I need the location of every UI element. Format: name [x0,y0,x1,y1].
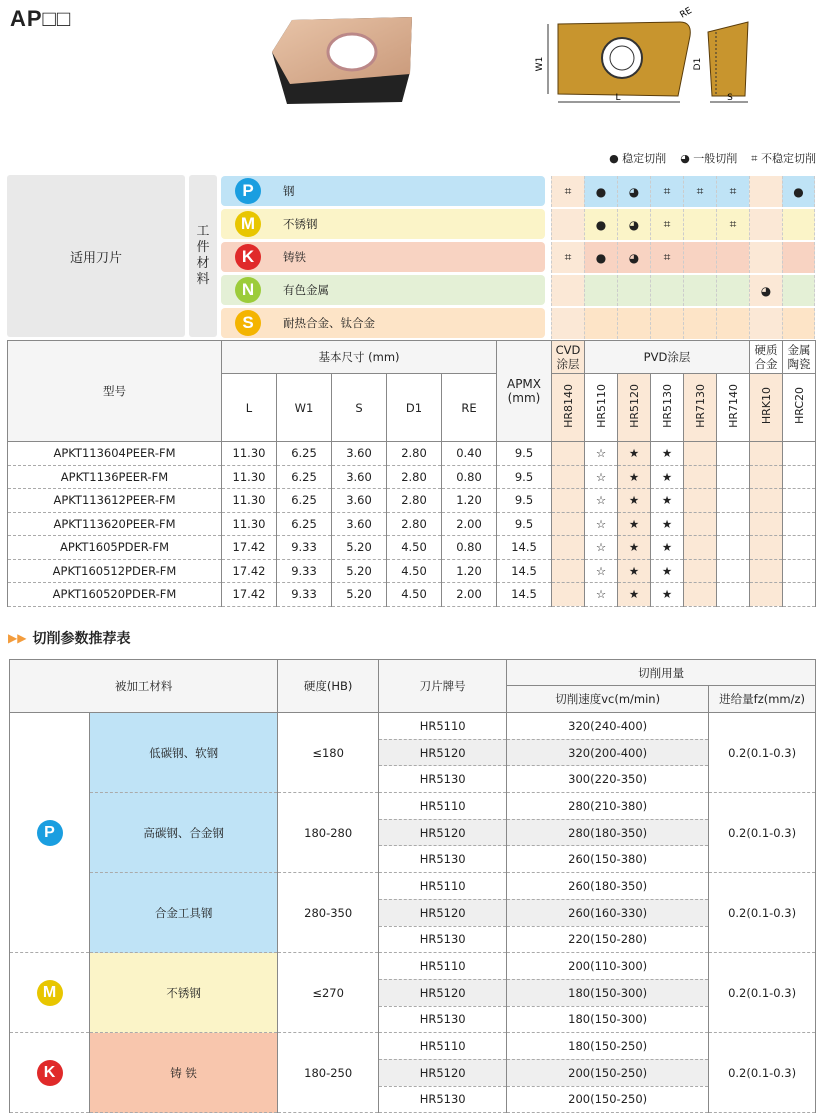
grade-header [783,374,816,442]
material-cell: 不锈钢 [90,953,278,1033]
grade-cell [750,536,783,560]
grade-cell: ★ [651,442,684,466]
value-cell: 2.80 [387,512,442,536]
material-M-icon: M [235,211,261,237]
model-cell: APKT113612PEER-FM [8,489,222,513]
material-N-icon: N [235,277,261,303]
table-row [10,1033,816,1060]
mark-cell [683,242,716,273]
value-cell: 2.80 [387,442,442,466]
feed-cell: 0.2(0.1-0.3) [709,1033,816,1113]
value-cell: 9.5 [497,465,552,489]
speed-cell: 200(150-250) [507,1059,709,1086]
d1-label: D1 [693,57,703,71]
material-S-icon: S [235,310,261,336]
mark-cell [584,275,617,306]
material-K-icon: K [235,244,261,270]
dim-header: W1 [277,374,332,442]
legend-general: ◕ 一般切削 [680,152,738,165]
value-cell: 3.60 [332,465,387,489]
value-cell: 11.30 [222,512,277,536]
grade-cell: ☆ [585,583,618,607]
grade-cell [552,559,585,583]
grade-cell [552,442,585,466]
page-title: AP□□ [10,6,72,31]
value-cell: 11.30 [222,442,277,466]
grade-cell: HR5110 [379,953,507,980]
grade-cell [717,465,750,489]
speed-cell: 180(150-250) [507,1033,709,1060]
material-M-icon: M [37,980,63,1006]
grade-cell: HR5110 [379,873,507,900]
value-cell: 17.42 [222,559,277,583]
group-cell [10,1033,90,1113]
dim-header: RE [442,374,497,442]
section-title-text: 切削参数推荐表 [32,631,131,647]
grade-cell: ★ [618,465,651,489]
table-row [8,583,816,607]
value-cell: 0.40 [442,442,497,466]
material-P-icon: P [37,820,63,846]
grade-label: HRC20 [792,387,806,425]
speed-cell: 320(200-400) [507,739,709,766]
material-name: 有色金属 [283,283,329,297]
mark-cell: ● [584,242,617,273]
dim-header: L [222,374,277,442]
grade-cell: HR5120 [379,1059,507,1086]
grade-cell [684,583,717,607]
hardness-cell: 180-280 [278,793,379,873]
grade-cell [783,489,816,513]
hardness-cell: ≤270 [278,953,379,1033]
grade-cell [552,583,585,607]
grade-header [618,374,651,442]
value-cell: 14.5 [497,583,552,607]
grade-cell [717,512,750,536]
h-feed: 进给量fz(mm/z) [709,686,816,713]
value-cell: 6.25 [277,489,332,513]
carbide-header: 硬质 合金 [750,341,783,374]
grade-cell: ☆ [585,465,618,489]
value-cell: 3.60 [332,512,387,536]
mark-cell [716,308,749,339]
grade-label: HRK10 [759,387,773,425]
grade-cell [750,465,783,489]
grade-cell [750,583,783,607]
material-name: 钢 [283,184,295,198]
grade-cell [750,559,783,583]
table-row [8,489,816,513]
grade-cell: HR5120 [379,819,507,846]
value-cell: 6.25 [277,442,332,466]
re-label: RE [678,5,694,21]
value-cell: 2.80 [387,489,442,513]
grade-cell [717,442,750,466]
apply-label: 适用刀片 [7,175,185,337]
mark-cell [782,209,815,240]
grade-cell: ★ [651,465,684,489]
grade-cell [684,442,717,466]
value-cell: 6.25 [277,465,332,489]
value-cell: 1.20 [442,559,497,583]
dim-header: S [332,374,387,442]
hardness-cell: 280-350 [278,873,379,953]
mark-cell: ⌗ [650,209,683,240]
grade-cell: HR5110 [379,793,507,820]
mark-cell [617,308,650,339]
grade-cell: ★ [618,583,651,607]
grade-cell: HR5120 [379,899,507,926]
value-cell: 5.20 [332,583,387,607]
legend-stable: ● 稳定切削 [609,152,667,165]
grade-label: HR7140 [726,384,740,428]
model-cell: APKT160512PDER-FM [8,559,222,583]
feed-cell: 0.2(0.1-0.3) [709,793,816,873]
grade-cell [552,465,585,489]
grade-cell: ★ [651,489,684,513]
grade-label: HR5120 [627,384,641,428]
mark-cell [782,308,815,339]
h-speed: 切削速度vc(m/min) [507,686,709,713]
material-bar-N [221,275,545,305]
mark-cell [749,209,782,240]
grade-label: HR8140 [561,384,575,428]
material-bar-M [221,209,545,239]
grade-label: HR7130 [693,384,707,428]
grade-cell: ★ [618,559,651,583]
grade-cell: ★ [651,559,684,583]
insert-table [7,340,816,607]
material-bar-S [221,308,545,338]
grade-cell [750,512,783,536]
insert-photo [262,12,422,107]
speed-cell: 280(180-350) [507,819,709,846]
grade-cell [684,512,717,536]
material-cell: 铸 铁 [90,1033,278,1113]
mark-cell [749,176,782,207]
grade-cell [783,442,816,466]
mark-cell: ⌗ [716,209,749,240]
legend [609,150,816,166]
h-hardness: 硬度(HB) [278,660,379,713]
value-cell: 9.5 [497,512,552,536]
mark-cell [716,275,749,306]
grade-cell: HR5120 [379,739,507,766]
table-row [8,512,816,536]
value-cell: 2.80 [387,465,442,489]
speed-cell: 200(150-250) [507,1086,709,1113]
grade-cell: HR5130 [379,766,507,793]
mark-cell [551,209,584,240]
grade-label: HR5110 [594,384,608,428]
model-cell: APKT113604PEER-FM [8,442,222,466]
grade-header [552,374,585,442]
mark-cell [782,275,815,306]
mark-cell [650,275,683,306]
grade-cell: ★ [618,442,651,466]
mark-cell: ⌗ [551,176,584,207]
grade-cell: ☆ [585,442,618,466]
apmx-header: APMX (mm) [497,341,552,442]
mark-cell: ⌗ [716,176,749,207]
table-row [10,713,816,740]
mark-cell: ● [782,176,815,207]
material-bar-P [221,176,545,206]
grade-cell [552,489,585,513]
grade-cell: ★ [651,583,684,607]
grade-header [585,374,618,442]
insert-dimension-diagram [530,4,765,104]
cermet-header: 金属 陶瓷 [783,341,816,374]
table-row [8,442,816,466]
mark-cell: ◕ [617,209,650,240]
table-row [8,465,816,489]
value-cell: 4.50 [387,583,442,607]
value-cell: 9.33 [277,559,332,583]
legend-unstable: ⌗ 不稳定切削 [751,152,816,165]
cvd-header: CVD 涂层 [552,341,585,374]
hardness-cell: 180-250 [278,1033,379,1113]
grade-cell: ★ [651,512,684,536]
grade-cell: ★ [651,536,684,560]
grade-header [750,374,783,442]
grade-header [684,374,717,442]
table-row [10,873,816,900]
section-title [8,628,130,648]
dim-header: D1 [387,374,442,442]
grade-cell [783,583,816,607]
speed-cell: 260(160-330) [507,899,709,926]
material-bar-K [221,242,545,272]
speed-cell: 300(220-350) [507,766,709,793]
l-label: L [615,93,621,103]
feed-cell: 0.2(0.1-0.3) [709,953,816,1033]
hardness-cell: ≤180 [278,713,379,793]
table-row [10,953,816,980]
mark-cell: ◕ [617,242,650,273]
grade-cell: ☆ [585,512,618,536]
basic-header: 基本尺寸 (mm) [222,341,497,374]
grade-cell: ☆ [585,489,618,513]
value-cell: 9.33 [277,583,332,607]
grade-cell [717,489,750,513]
table-row [10,793,816,820]
grade-cell [684,465,717,489]
cutting-table [9,659,816,1113]
value-cell: 4.50 [387,559,442,583]
mark-cell [683,209,716,240]
mark-cell: ● [584,209,617,240]
value-cell: 11.30 [222,465,277,489]
grade-cell: HR5130 [379,1006,507,1033]
pvd-header: PVD涂层 [585,341,750,374]
mark-cell: ⌗ [683,176,716,207]
grade-cell: ★ [618,512,651,536]
value-cell: 0.80 [442,465,497,489]
grade-label: HR5130 [660,384,674,428]
grade-cell [783,512,816,536]
value-cell: 6.25 [277,512,332,536]
speed-cell: 260(180-350) [507,873,709,900]
model-cell: APKT160520PDER-FM [8,583,222,607]
grade-cell [684,536,717,560]
material-cell: 低碳钢、软钢 [90,713,278,793]
grade-cell [717,536,750,560]
material-K-icon: K [37,1060,63,1086]
mark-cell: ⌗ [551,242,584,273]
grade-cell [684,559,717,583]
value-cell: 9.33 [277,536,332,560]
grade-cell [552,536,585,560]
mark-cell [749,308,782,339]
value-cell: 3.60 [332,489,387,513]
grade-cell: ★ [618,489,651,513]
feed-cell: 0.2(0.1-0.3) [709,713,816,793]
grade-cell: ☆ [585,559,618,583]
mark-cell [617,275,650,306]
grade-cell: HR5130 [379,1086,507,1113]
speed-cell: 200(110-300) [507,953,709,980]
mark-cell: ◕ [749,275,782,306]
speed-cell: 260(150-380) [507,846,709,873]
grade-cell: HR5120 [379,979,507,1006]
speed-cell: 280(210-380) [507,793,709,820]
material-name: 铸铁 [283,250,306,264]
value-cell: 5.20 [332,559,387,583]
grade-cell [717,583,750,607]
value-cell: 9.5 [497,489,552,513]
mark-cell: ⌗ [650,176,683,207]
value-cell: 0.80 [442,536,497,560]
grade-cell: ☆ [585,536,618,560]
mark-cell [683,308,716,339]
s-label: S [727,93,733,103]
mark-cell [551,275,584,306]
grade-cell [783,536,816,560]
value-cell: 17.42 [222,536,277,560]
model-cell: APKT113620PEER-FM [8,512,222,536]
material-cell: 高碳钢、合金钢 [90,793,278,873]
grade-cell: HR5130 [379,846,507,873]
value-cell: 3.60 [332,442,387,466]
table-row [8,559,816,583]
value-cell: 11.30 [222,489,277,513]
feed-cell: 0.2(0.1-0.3) [709,873,816,953]
mark-cell [584,308,617,339]
h-grade: 刀片牌号 [379,660,507,713]
mark-cell: ● [584,176,617,207]
speed-cell: 180(150-300) [507,979,709,1006]
workpiece-label: 工件材料 [189,175,217,337]
grade-cell: ★ [618,536,651,560]
value-cell: 17.42 [222,583,277,607]
grade-cell [717,559,750,583]
mark-cell [716,242,749,273]
grade-cell [750,442,783,466]
value-cell: 4.50 [387,536,442,560]
grade-cell: HR5110 [379,713,507,740]
group-cell [10,713,90,953]
speed-cell: 180(150-300) [507,1006,709,1033]
model-cell: APKT1605PDER-FM [8,536,222,560]
material-name: 耐热合金、钛合金 [283,316,375,330]
arrow-icon: ▶▶ [8,631,27,645]
value-cell: 9.5 [497,442,552,466]
grade-header [651,374,684,442]
value-cell: 2.00 [442,583,497,607]
mark-cell [782,242,815,273]
grade-cell [750,489,783,513]
grade-cell [552,512,585,536]
grade-header [717,374,750,442]
value-cell: 14.5 [497,559,552,583]
model-cell: APKT1136PEER-FM [8,465,222,489]
h-usage: 切削用量 [507,660,816,686]
grade-cell: HR5130 [379,926,507,953]
speed-cell: 320(240-400) [507,713,709,740]
grade-cell [684,489,717,513]
grade-cell [783,559,816,583]
speed-cell: 220(150-280) [507,926,709,953]
table-row [8,536,816,560]
mark-cell: ◕ [617,176,650,207]
mark-cell [683,275,716,306]
group-cell [10,953,90,1033]
material-P-icon: P [235,178,261,204]
material-name: 不锈钢 [283,217,318,231]
grade-cell [783,465,816,489]
mark-cell [749,242,782,273]
value-cell: 14.5 [497,536,552,560]
material-cell: 合金工具钢 [90,873,278,953]
mark-cell: ⌗ [650,242,683,273]
model-header: 型号 [8,341,222,442]
value-cell: 2.00 [442,512,497,536]
h-material: 被加工材料 [10,660,278,713]
w1-label: W1 [535,56,545,72]
grade-cell: HR5110 [379,1033,507,1060]
value-cell: 1.20 [442,489,497,513]
mark-cell [650,308,683,339]
value-cell: 5.20 [332,536,387,560]
mark-cell [551,308,584,339]
